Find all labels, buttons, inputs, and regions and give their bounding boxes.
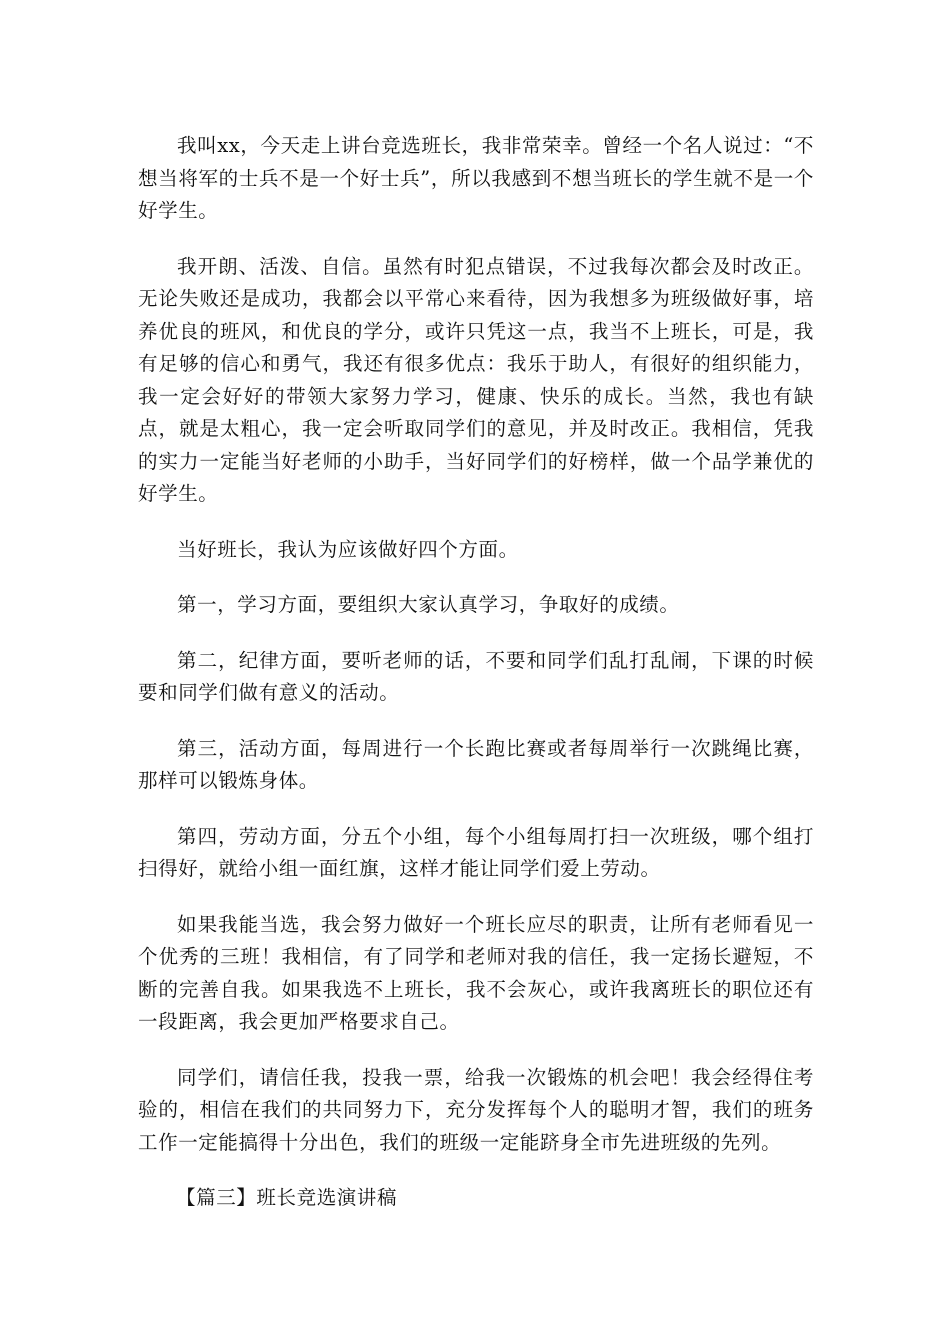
paragraph-if-elected: 如果我能当选，我会努力做好一个班长应尽的职责，让所有老师看见一个优秀的三班！我相信，有了同学和老师对我的信任，我一定扬长避短，不断的完善自我。如果我选不上班长，我不会灰心，或许我离班长的职位还有一段距离，我会更加严格要求自己。: [138, 912, 814, 1033]
paragraph-third-activities: 第三，活动方面，每周进行一个长跑比赛或者每周举行一次跳绳比赛，那样可以锻炼身体。: [138, 736, 814, 792]
section-heading: 【篇三】班长竞选演讲稿: [176, 1186, 398, 1209]
document-body: [138, 130, 814, 1215]
paragraph-four-aspects: 当好班长，我认为应该做好四个方面。: [177, 537, 519, 561]
paragraph-fourth-labor: 第四，劳动方面，分五个小组，每个小组每周打扫一次班级，哪个组打扫得好，就给小组一面红旗，这样才能让同学们爱上劳动。: [138, 824, 814, 880]
paragraph-closing: 同学们，请信任我，投我一票，给我一次锻炼的机会吧！我会经得住考验的，相信在我们的共同努力下，充分发挥每个人的聪明才智，我们的班务工作一定能搞得十分出色，我们的班级一定能跻身全市先进班级的先列。: [138, 1065, 814, 1154]
paragraph-second-discipline: 第二，纪律方面，要听老师的话，不要和同学们乱打乱闹，下课的时候要和同学们做有意义的活动。: [138, 648, 814, 704]
paragraph-self-description: 我开朗、活泼、自信。虽然有时犯点错误，不过我每次都会及时改正。无论失败还是成功，我都会以平常心来看待，因为我想多为班级做好事，培养优良的班风，和优良的学分，或许只凭这一点，我当不上班长，可是，我有足够的信心和勇气，我还有很多优点：我乐于助人，有很好的组织能力，我一定会好好的带领大家努力学习，健康、快乐的成长。当然，我也有缺点，就是太粗心，我一定会听取同学们的意见，并及时改正。我相信，凭我的实力一定能当好老师的小助手，当好同学们的好榜样，做一个品学兼优的好学生。: [138, 254, 814, 505]
paragraph-intro: 我叫xx，今天走上讲台竞选班长，我非常荣幸。曾经一个名人说过：“不想当将军的士兵不是一个好士兵”，所以我感到不想当班长的学生就不是一个好学生。: [138, 134, 814, 222]
paragraph-first-study: 第一，学习方面，要组织大家认真学习，争取好的成绩。: [177, 593, 680, 616]
